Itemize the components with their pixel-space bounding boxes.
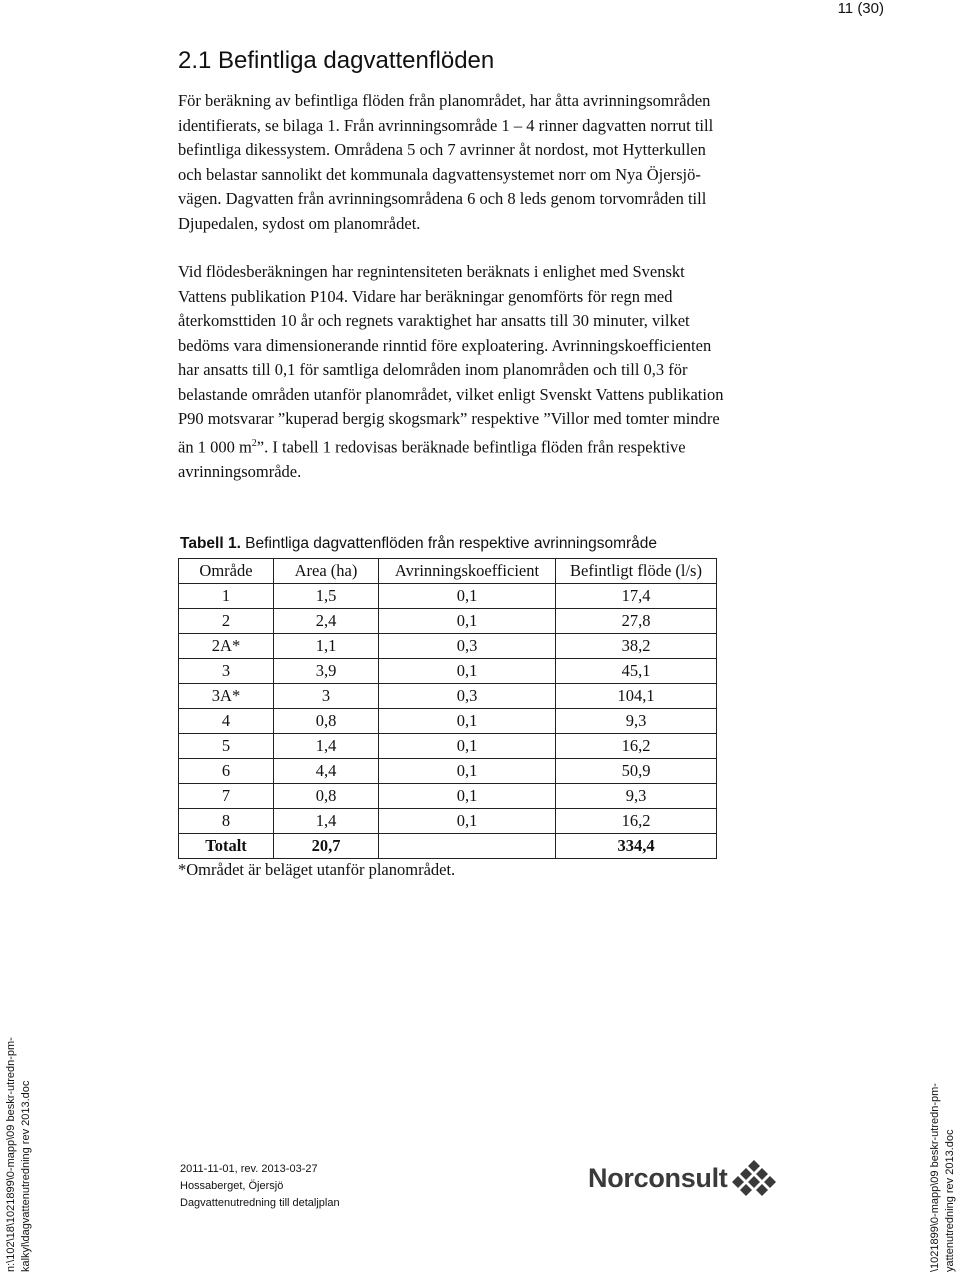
table-row xyxy=(179,734,717,759)
text-line: Vattens publikation P104. Vidare har beräkningar genomförts för regn med xyxy=(178,286,673,306)
text-line: ”. I tabell 1 redovisas beräknade befintliga flöden från respektive xyxy=(256,437,686,456)
footer-project: Hossaberget, Öjersjö xyxy=(180,1180,284,1192)
table-cell: 4,4 xyxy=(274,759,379,784)
text-line: och belastar sannolikt det kommunala dagvattensystemet norr om Nya Öjersjö- xyxy=(178,164,701,184)
table-row xyxy=(179,609,717,634)
table-cell: 38,2 xyxy=(556,634,717,659)
table-cell: 0,1 xyxy=(379,609,556,634)
flow-table xyxy=(178,558,717,859)
path-line: \1021899\0-mapp\09 beskr-utredn-pm- xyxy=(929,1083,941,1272)
paragraph-existing-flows xyxy=(178,89,778,236)
table-cell: 0,1 xyxy=(379,759,556,784)
table-cell: 9,3 xyxy=(556,784,717,809)
text-line: identifierats, se bilaga 1. Från avrinningsområde 1 – 4 rinner dagvatten norrut till xyxy=(178,115,714,135)
caption-text: Befintliga dagvattenflöden från respektive avrinningsområde xyxy=(240,535,658,552)
table-cell xyxy=(379,834,556,859)
table-cell: 0,1 xyxy=(379,709,556,734)
logo-text: Norconsult xyxy=(588,1162,728,1193)
text-line: har ansatts till 0,1 för samtliga delområden inom planområden och till 0,3 för xyxy=(178,360,688,379)
table-cell: 1,4 xyxy=(274,809,379,834)
caption-label: Tabell 1. xyxy=(180,535,241,552)
table-cell: 6 xyxy=(179,759,274,784)
table-cell: 0,1 xyxy=(379,809,556,834)
table-cell: 3 xyxy=(179,659,274,684)
path-line: n:\102\18\1021899\0-mapp\09 beskr-utredn-pm- xyxy=(5,1037,17,1272)
table-cell: 7 xyxy=(179,784,274,809)
header-cell: Befintligt flöde (l/s) xyxy=(556,559,717,584)
text-line: Djupedalen, sydost om planområdet. xyxy=(178,213,421,233)
table-cell: 50,9 xyxy=(556,759,717,784)
header-cell: Område xyxy=(179,559,274,584)
table-row xyxy=(179,809,717,834)
footer-date: 2011-11-01, rev. 2013-03-27 xyxy=(180,1163,318,1175)
table-cell: 27,8 xyxy=(556,609,717,634)
table-cell: 3,9 xyxy=(274,659,379,684)
table-row xyxy=(179,784,717,809)
table-cell: 334,4 xyxy=(556,834,717,859)
table-row xyxy=(179,684,717,709)
table-cell: 0,1 xyxy=(379,659,556,684)
table-cell: 0,3 xyxy=(379,634,556,659)
table-cell: 5 xyxy=(179,734,274,759)
table-cell: 9,3 xyxy=(556,709,717,734)
table-cell: 16,2 xyxy=(556,809,717,834)
table-row xyxy=(179,659,717,684)
text-line: vägen. Dagvatten från avrinningsområdena 6 och 8 leds genom torvområden till xyxy=(178,189,707,208)
table-cell: 8 xyxy=(179,809,274,834)
path-line: yattenutredning rev 2013.doc xyxy=(944,1129,956,1272)
table-cell: 0,8 xyxy=(274,709,379,734)
text-line: belastande områden utanför planområdet, vilket enligt Svenskt Vattens publikation xyxy=(178,384,724,404)
table-footnote: *Området är beläget utanför planområdet. xyxy=(178,860,456,879)
table-row xyxy=(179,584,717,609)
footer-info xyxy=(180,1161,340,1212)
section-heading: 2.1 Befintliga dagvattenflöden xyxy=(178,47,495,74)
text-line: återkomsttiden 10 år och regnets varaktighet har ansatts till 30 minuter, vilket xyxy=(178,311,690,330)
table-cell: 16,2 xyxy=(556,734,717,759)
table-cell: 2A* xyxy=(179,634,274,659)
footer-document: Dagvattenutredning till detaljplan xyxy=(180,1197,340,1209)
header-cell: Avrinningskoefficient xyxy=(379,559,556,584)
table-caption xyxy=(180,535,657,553)
superscript: 2 xyxy=(251,437,257,449)
table-cell: 0,8 xyxy=(274,784,379,809)
table-cell: 3 xyxy=(274,684,379,709)
file-path-left xyxy=(4,1037,34,1272)
paragraph-calculation-method xyxy=(178,260,778,484)
table-cell: 2 xyxy=(179,609,274,634)
table-cell: 3A* xyxy=(179,684,274,709)
table-cell: 4 xyxy=(179,709,274,734)
table-cell: 1,5 xyxy=(274,584,379,609)
table-header-row xyxy=(179,559,717,584)
table-cell: 104,1 xyxy=(556,684,717,709)
table-row xyxy=(179,709,717,734)
text-line: befintliga dikessystem. Områdena 5 och 7 avrinner åt nordost, mot Hytterkullen xyxy=(178,140,706,159)
text-line: bedöms vara dimensionerande rinntid före exploatering. Avrinningskoefficienten xyxy=(178,335,712,355)
table-cell: 45,1 xyxy=(556,659,717,684)
page-number: 11 (30) xyxy=(837,0,884,17)
text-line: P90 motsvarar ”kuperad bergig skogsmark” respektive ”Villor med tomter mindre xyxy=(178,409,720,428)
text-line: För beräkning av befintliga flöden från planområdet, har åtta avrinningsområden xyxy=(178,91,711,110)
table-row xyxy=(179,759,717,784)
table-cell: 1,4 xyxy=(274,734,379,759)
text-line: än 1 000 m xyxy=(178,437,252,456)
path-line: kalkyl\dagvattenutredning rev 2013.doc xyxy=(20,1080,32,1272)
header-cell: Area (ha) xyxy=(274,559,379,584)
diamond-logo-icon xyxy=(732,1158,776,1198)
norconsult-logo xyxy=(588,1158,776,1198)
table-cell: 0,3 xyxy=(379,684,556,709)
table-total-row xyxy=(179,834,717,859)
text-line: Vid flödesberäkningen har regnintensiteten beräknats i enlighet med Svenskt xyxy=(178,262,685,281)
table-cell: Totalt xyxy=(179,834,274,859)
file-path-right xyxy=(928,1083,958,1272)
table-cell: 17,4 xyxy=(556,584,717,609)
text-line: avrinningsområde. xyxy=(178,461,302,481)
table-cell: 20,7 xyxy=(274,834,379,859)
table-cell: 0,1 xyxy=(379,784,556,809)
table-cell: 1,1 xyxy=(274,634,379,659)
table-row xyxy=(179,634,717,659)
table-cell: 0,1 xyxy=(379,734,556,759)
table-cell: 1 xyxy=(179,584,274,609)
table-cell: 0,1 xyxy=(379,584,556,609)
table-cell: 2,4 xyxy=(274,609,379,634)
